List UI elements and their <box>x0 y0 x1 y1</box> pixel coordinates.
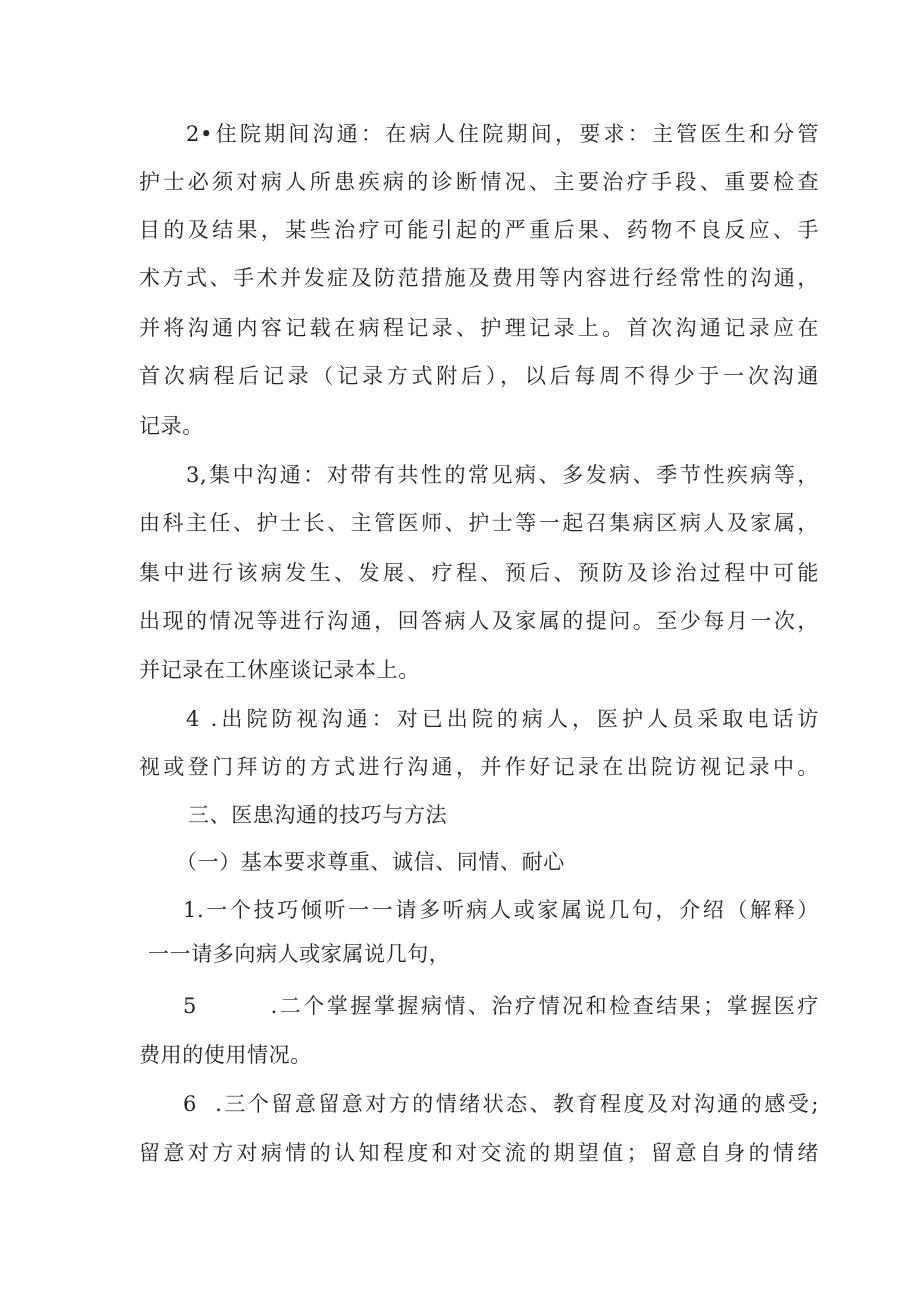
item-5-line-1: 5 .二个掌握掌握病情、治疗情况和检查结果；掌握医疗 <box>183 994 819 1018</box>
paragraph-2-line-5: 并将沟通内容记载在病程记录、护理记录上。首次沟通记录应在 <box>139 316 819 340</box>
paragraph-2-line-3: 目的及结果，某些治疗可能引起的严重后果、药物不良反应、手 <box>139 218 819 242</box>
paragraph-2-line-1: 2•住院期间沟通：在病人住院期间，要求：主管医生和分管 <box>186 122 819 146</box>
item-6-line-2: 留意对方对病情的认知程度和对交流的期望值；留意自身的情绪 <box>139 1141 819 1165</box>
paragraph-2-line-4: 术方式、手术并发症及防范措施及费用等内容进行经常性的沟通， <box>139 266 819 290</box>
paragraph-3-line-4: 出现的情况等进行沟通，回答病人及家属的提问。至少每月一次， <box>139 609 819 633</box>
paragraph-4-line-2: 视或登门拜访的方式进行沟通，并作好记录在出院访视记录中。 <box>139 755 819 779</box>
paragraph-2-line-6: 首次病程后记录（记录方式附后），以后每周不得少于一次沟通 <box>139 364 819 388</box>
paragraph-3-line-2: 由科主任、护士长、主管医师、护士等一起召集病区病人及家属， <box>139 511 819 535</box>
paragraph-3-line-5: 并记录在工休座谈记录本上。 <box>139 658 420 682</box>
item-1-line-1: 1.一个技巧倾听一一请多听病人或家属说几句，介绍（解释） <box>183 898 819 922</box>
item-5-line-2: 费用的使用情况。 <box>139 1043 312 1067</box>
item-1-line-2: 一一请多向病人或家属说几句， <box>148 942 451 966</box>
item-6-line-1: 6 .三个留意留意对方的情绪状态、教育程度及对沟通的感受; <box>183 1092 819 1116</box>
paragraph-4-line-1: 4 .出院防视沟通：对已出院的病人，医护人员采取电话访 <box>186 707 819 731</box>
paragraph-3-line-3: 集中进行该病发生、发展、疗程、预后、预防及诊治过程中可能 <box>139 561 819 585</box>
paragraph-2-line-2: 护士必须对病人所患疾病的诊断情况、主要治疗手段、重要检查 <box>139 170 819 194</box>
paragraph-2-line-7: 记录。 <box>139 414 204 438</box>
section-heading: 三、医患沟通的技巧与方法 <box>188 803 448 827</box>
subsection-heading: （一）基本要求尊重、诚信、同情、耐心 <box>176 850 565 874</box>
paragraph-3-line-1: 3,集中沟通：对带有共性的常见病、多发病、季节性疾病等， <box>186 463 819 487</box>
